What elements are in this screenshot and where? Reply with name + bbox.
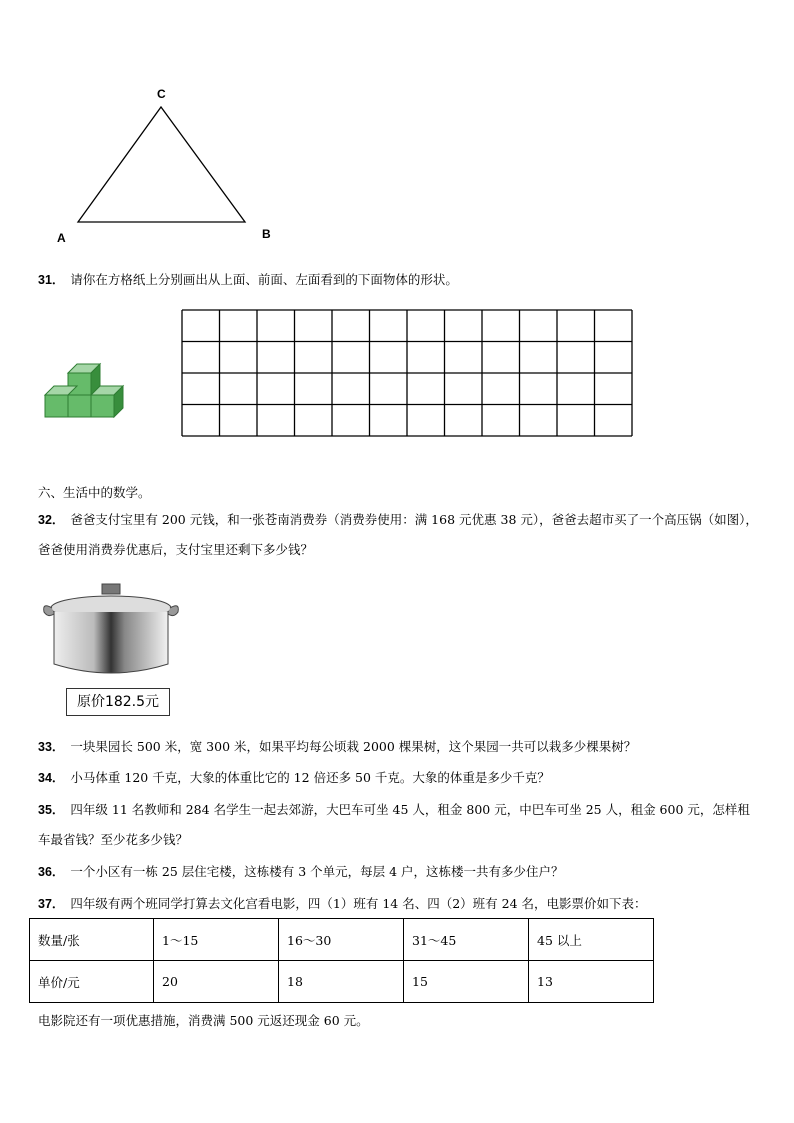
table-cell: 13 [529,961,654,1003]
table-cell: 单价/元 [30,961,154,1003]
question-number: 35． [38,803,65,817]
question-text: 一块果园长 500 米，宽 300 米，如果平均每公顷栽 2000 棵果树，这个果园一共可以栽多少棵果树？ [70,739,637,754]
question-text: 爸爸支付宝里有 200 元钱，和一张苍南消费券（消费券使用：满 168 元优惠 38 元），爸爸去超市买了一个高压锅（如图），爸爸使用消费券优惠后，支付宝里还剩下多少钱？ [38,512,758,557]
table-cell: 数量/张 [30,919,154,961]
question-text: 小马体重 120 千克，大象的体重比它的 12 倍还多 50 千克。大象的体重是多少千克？ [70,770,550,785]
section-title: 六、生活中的数学。 [38,485,151,500]
question-32 [38,505,758,565]
cinema-discount-note: 电影院还有一项优惠措施，消费满 500 元返还现金 60 元。 [38,1013,369,1028]
question-text: 四年级有两个班同学打算去文化宫看电影，四（1）班有 14 名、四（2）班有 24 名，电影票价如下表： [70,896,647,911]
vertex-label-b: B [262,227,271,241]
table-cell: 45 以上 [529,919,654,961]
question-number: 31． [38,273,65,287]
table-cell: 18 [279,961,404,1003]
cube-front-face [68,395,91,417]
question-33 [38,737,636,757]
table-row [30,961,654,1003]
original-price-label: 原价182.5元 [66,688,170,716]
question-34 [38,768,550,788]
question-number: 32． [38,513,65,527]
vertex-label-c: C [157,87,166,101]
vertex-label-a: A [57,231,66,245]
table-cell: 15 [404,961,529,1003]
cube-stack-figure [42,362,127,418]
pressure-cooker-image [40,578,185,683]
cube-front-face [91,395,114,417]
question-37 [38,894,647,914]
question-35 [38,795,758,855]
triangle-abc [78,107,245,222]
question-number: 33． [38,740,65,754]
question-number: 34． [38,771,65,785]
question-text: 四年级 11 名教师和 284 名学生一起去郊游，大巴车可坐 45 人，租金 800 元，中巴车可坐 25 人，租金 600 元，怎样租车最省钱？至少花多少钱？ [38,802,750,847]
ticket-price-table [29,918,654,1003]
table-header-row [30,919,654,961]
question-text: 一个小区有一栋 25 层住宅楼，这栋楼有 3 个单元，每层 4 户，这栋楼一共有多少住户？ [70,864,564,879]
lid-knob [102,584,120,594]
question-36 [38,862,564,882]
triangle-figure [60,95,290,245]
table-cell: 20 [154,961,279,1003]
pot-body [54,612,168,673]
table-cell: 31～45 [404,919,529,961]
table-cell: 1～15 [154,919,279,961]
question-number: 37． [38,897,65,911]
grid-paper [180,308,636,440]
question-31 [38,270,458,290]
table-cell: 16～30 [279,919,404,961]
question-number: 36． [38,865,65,879]
question-text: 请你在方格纸上分别画出从上面、前面、左面看到的下面物体的形状。 [70,272,458,287]
cube-front-face [45,395,68,417]
